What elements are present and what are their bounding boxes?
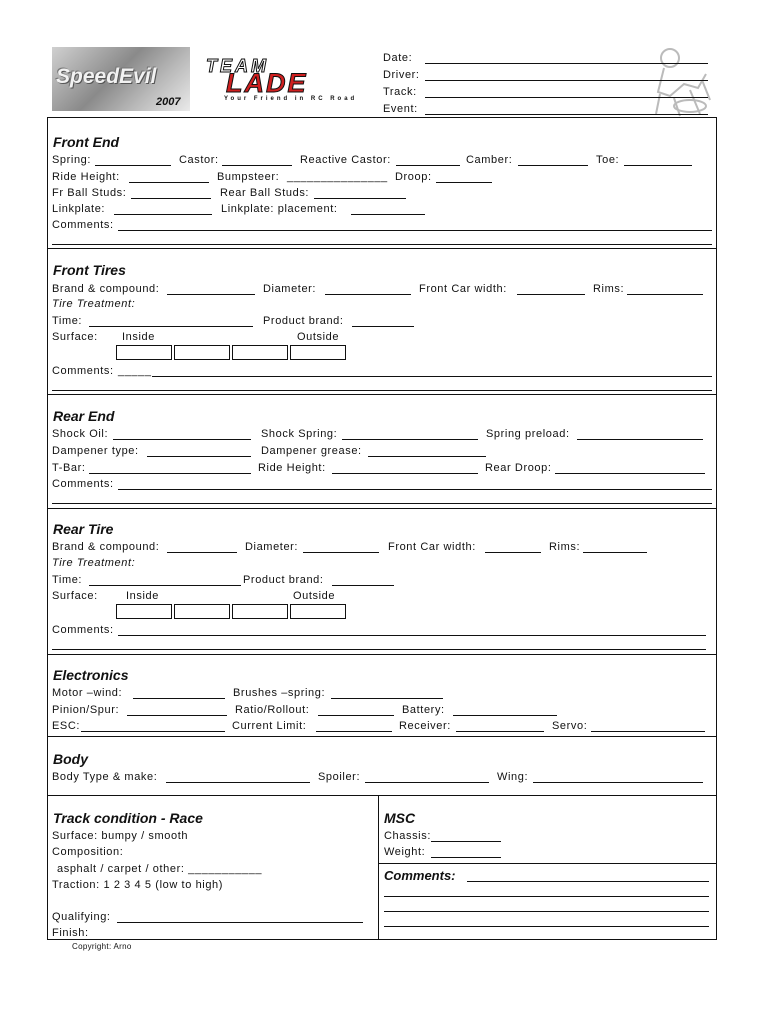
el-receiver-field[interactable] <box>456 731 544 732</box>
team-lade-tagline: Your Friend in RC Road <box>224 96 358 102</box>
fe-reactive-castor-label: Reactive Castor: <box>300 154 391 166</box>
fe-droop-label: Droop: <box>395 171 432 183</box>
body-type-field[interactable] <box>166 782 310 783</box>
team-lade-logo <box>196 56 372 106</box>
fe-ride-height-label: Ride Height: <box>52 171 120 183</box>
ft-rims-field[interactable] <box>627 294 703 295</box>
el-battery-label: Battery: <box>402 704 445 716</box>
ft-front-car-width-label: Front Car width: <box>419 283 507 295</box>
date-label: Date: <box>383 52 413 64</box>
ft-comments-field-2[interactable] <box>52 390 712 391</box>
ft-time-label: Time: <box>52 315 83 327</box>
re-rear-droop-label: Rear Droop: <box>485 462 552 474</box>
section-divider <box>47 394 717 395</box>
el-battery-field[interactable] <box>453 715 557 716</box>
ft-rims-label: Rims: <box>593 283 625 295</box>
re-t-bar-field[interactable] <box>89 473 251 474</box>
fe-camber-field[interactable] <box>518 165 588 166</box>
fe-toe-field[interactable] <box>624 165 692 166</box>
re-dampener-type-label: Dampener type: <box>52 445 139 457</box>
speedevil-logo-year: 2007 <box>156 96 181 108</box>
el-current-limit-label: Current Limit: <box>232 720 307 732</box>
rt-comments-field[interactable] <box>118 635 706 636</box>
driver-label: Driver: <box>383 69 420 81</box>
msc-title: MSC <box>384 810 416 826</box>
msc-comments-field[interactable] <box>467 881 709 882</box>
ft-surface-box-2[interactable] <box>174 345 230 360</box>
el-servo-label: Servo: <box>552 720 588 732</box>
rt-inside-label: Inside <box>126 590 159 602</box>
tc-finish-label: Finish: <box>52 927 89 939</box>
ft-brand-label: Brand & compound: <box>52 283 160 295</box>
date-field[interactable] <box>425 63 708 64</box>
el-brushes-spring-field[interactable] <box>331 698 443 699</box>
rear-tire-title: Rear Tire <box>53 521 114 537</box>
driver-field[interactable] <box>425 80 708 81</box>
msc-comments-field-3[interactable] <box>384 911 709 912</box>
msc-chassis-label: Chassis: <box>384 830 431 842</box>
rt-brand-field[interactable] <box>167 552 237 553</box>
fe-fr-ball-studs-field[interactable] <box>131 198 211 199</box>
ft-inside-label: Inside <box>122 331 155 343</box>
fe-linkplate-label: Linkplate: <box>52 203 106 215</box>
tc-surface-label: Surface: bumpy / smooth <box>52 830 189 842</box>
rt-surface-box-3[interactable] <box>232 604 288 619</box>
el-pinion-spur-label: Pinion/Spur: <box>52 704 120 716</box>
column-divider <box>378 795 379 940</box>
fe-bumpsteer-label: Bumpsteer: <box>217 171 280 183</box>
fe-rear-ball-studs-field[interactable] <box>314 198 406 199</box>
team-lade-word1: TEAM <box>206 56 269 76</box>
el-esc-field[interactable] <box>81 731 225 732</box>
ft-product-brand-field[interactable] <box>352 326 414 327</box>
rt-front-car-width-label: Front Car width: <box>388 541 476 553</box>
team-lade-word2: LADE <box>226 68 308 98</box>
fe-comments-field[interactable] <box>118 230 712 231</box>
fe-comments-label: Comments: <box>52 219 114 231</box>
fe-spring-field[interactable] <box>95 165 171 166</box>
rt-rims-field[interactable] <box>583 552 647 553</box>
section-divider <box>47 795 717 796</box>
section-divider <box>47 248 717 249</box>
msc-weight-field[interactable] <box>431 857 501 858</box>
rt-surface-box-2[interactable] <box>174 604 230 619</box>
re-dampener-type-field[interactable] <box>147 456 251 457</box>
el-esc-label: ESC: <box>52 720 81 732</box>
rt-diameter-label: Diameter: <box>245 541 299 553</box>
track-label: Track: <box>383 86 417 98</box>
body-spoiler-field[interactable] <box>365 782 489 783</box>
re-shock-oil-label: Shock Oil: <box>52 428 109 440</box>
el-motor-wind-label: Motor –wind: <box>52 687 123 699</box>
fe-fr-ball-studs-label: Fr Ball Studs: <box>52 187 127 199</box>
ft-outside-label: Outside <box>297 331 340 343</box>
fe-toe-label: Toe: <box>596 154 620 166</box>
fe-spring-label: Spring: <box>52 154 92 166</box>
el-current-limit-field[interactable] <box>316 731 392 732</box>
ft-surface-box-3[interactable] <box>232 345 288 360</box>
ft-product-brand-label: Product brand: <box>263 315 344 327</box>
el-ratio-rollout-field[interactable] <box>318 715 394 716</box>
tc-qualifying-label: Qualifying: <box>52 911 111 923</box>
rc-car-driver-icon <box>650 44 714 118</box>
fe-reactive-castor-field[interactable] <box>396 165 460 166</box>
re-spring-preload-label: Spring preload: <box>486 428 570 440</box>
el-receiver-label: Receiver: <box>399 720 451 732</box>
track-condition-title: Track condition - Race <box>53 810 203 826</box>
rt-rims-label: Rims: <box>549 541 581 553</box>
ft-brand-field[interactable] <box>167 294 255 295</box>
re-ride-height-field[interactable] <box>332 473 478 474</box>
el-ratio-rollout-label: Ratio/Rollout: <box>235 704 310 716</box>
ft-time-field[interactable] <box>89 326 253 327</box>
ft-comments-blank[interactable]: _____ <box>118 365 152 377</box>
fe-castor-field[interactable] <box>222 165 292 166</box>
fe-droop-field[interactable] <box>436 182 492 183</box>
tc-qualifying-field[interactable] <box>117 922 363 923</box>
ft-diameter-field[interactable] <box>325 294 411 295</box>
rt-treatment-label: Tire Treatment: <box>52 557 136 569</box>
electronics-title: Electronics <box>53 667 129 683</box>
re-t-bar-label: T-Bar: <box>52 462 86 474</box>
re-dampener-grease-label: Dampener grease: <box>261 445 362 457</box>
rt-time-field[interactable] <box>89 585 241 586</box>
rt-brand-label: Brand & compound: <box>52 541 160 553</box>
fe-camber-label: Camber: <box>466 154 513 166</box>
fe-linkplate-placement-field[interactable] <box>351 214 425 215</box>
body-spoiler-label: Spoiler: <box>318 771 361 783</box>
rear-end-title: Rear End <box>53 408 115 424</box>
speedevil-logo <box>52 47 190 111</box>
rt-comments-field-2[interactable] <box>52 649 706 650</box>
re-shock-spring-label: Shock Spring: <box>261 428 338 440</box>
ft-surface-label: Surface: <box>52 331 98 343</box>
msc-chassis-field[interactable] <box>431 841 501 842</box>
msc-comments-field-4[interactable] <box>384 926 709 927</box>
ft-comments-label: Comments: <box>52 365 114 377</box>
rt-outside-label: Outside <box>293 590 336 602</box>
rt-product-brand-field[interactable] <box>332 585 394 586</box>
tc-traction-scale: Traction: 1 2 3 4 5 (low to high) <box>52 879 224 891</box>
re-spring-preload-field[interactable] <box>577 439 703 440</box>
front-tires-title: Front Tires <box>53 262 126 278</box>
rt-surface-box-4[interactable] <box>290 604 346 619</box>
copyright-text: Copyright: Arno <box>72 942 132 951</box>
fe-comments-field-2[interactable] <box>52 244 712 245</box>
tc-composition-label: Composition: <box>52 846 124 858</box>
fe-bumpsteer-blank[interactable]: _______________ <box>287 171 388 183</box>
re-shock-spring-field[interactable] <box>342 439 478 440</box>
section-divider <box>47 654 717 655</box>
section-divider <box>47 736 717 737</box>
rt-diameter-field[interactable] <box>303 552 379 553</box>
fe-ride-height-field[interactable] <box>129 182 209 183</box>
rt-time-label: Time: <box>52 574 83 586</box>
re-dampener-grease-field[interactable] <box>368 456 486 457</box>
el-servo-field[interactable] <box>591 731 705 732</box>
rt-surface-label: Surface: <box>52 590 98 602</box>
track-field[interactable] <box>425 97 708 98</box>
fe-castor-label: Castor: <box>179 154 219 166</box>
rt-surface-box-1[interactable] <box>116 604 172 619</box>
ft-surface-box-1[interactable] <box>116 345 172 360</box>
ft-comments-field[interactable] <box>152 376 712 377</box>
fe-linkplate-field[interactable] <box>114 214 212 215</box>
body-type-label: Body Type & make: <box>52 771 158 783</box>
fe-linkplate-placement-label: Linkplate: placement: <box>221 203 338 215</box>
msc-comments-field-2[interactable] <box>384 896 709 897</box>
speedevil-logo-text: SpeedEvil <box>56 65 157 88</box>
msc-divider <box>378 863 717 864</box>
event-label: Event: <box>383 103 418 115</box>
section-divider <box>47 508 717 509</box>
ft-diameter-label: Diameter: <box>263 283 317 295</box>
rt-comments-label: Comments: <box>52 624 114 636</box>
ft-front-car-width-field[interactable] <box>517 294 585 295</box>
el-brushes-spring-label: Brushes –spring: <box>233 687 326 699</box>
msc-comments-label: Comments: <box>384 868 456 883</box>
body-wing-label: Wing: <box>497 771 529 783</box>
re-comments-field-2[interactable] <box>52 503 712 504</box>
tc-composition-options: asphalt / carpet / other: ___________ <box>57 863 263 875</box>
re-ride-height-label: Ride Height: <box>258 462 326 474</box>
fe-rear-ball-studs-label: Rear Ball Studs: <box>220 187 310 199</box>
re-comments-field[interactable] <box>118 489 712 490</box>
el-pinion-spur-field[interactable] <box>127 715 227 716</box>
msc-weight-label: Weight: <box>384 846 426 858</box>
ft-surface-box-4[interactable] <box>290 345 346 360</box>
rt-product-brand-label: Product brand: <box>243 574 324 586</box>
re-shock-oil-field[interactable] <box>113 439 251 440</box>
re-rear-droop-field[interactable] <box>555 473 705 474</box>
el-motor-wind-field[interactable] <box>133 698 225 699</box>
rt-front-car-width-field[interactable] <box>485 552 541 553</box>
front-end-title: Front End <box>53 134 120 150</box>
event-field[interactable] <box>425 114 708 115</box>
ft-treatment-label: Tire Treatment: <box>52 298 136 310</box>
body-wing-field[interactable] <box>533 782 703 783</box>
re-comments-label: Comments: <box>52 478 114 490</box>
body-title: Body <box>53 751 88 767</box>
